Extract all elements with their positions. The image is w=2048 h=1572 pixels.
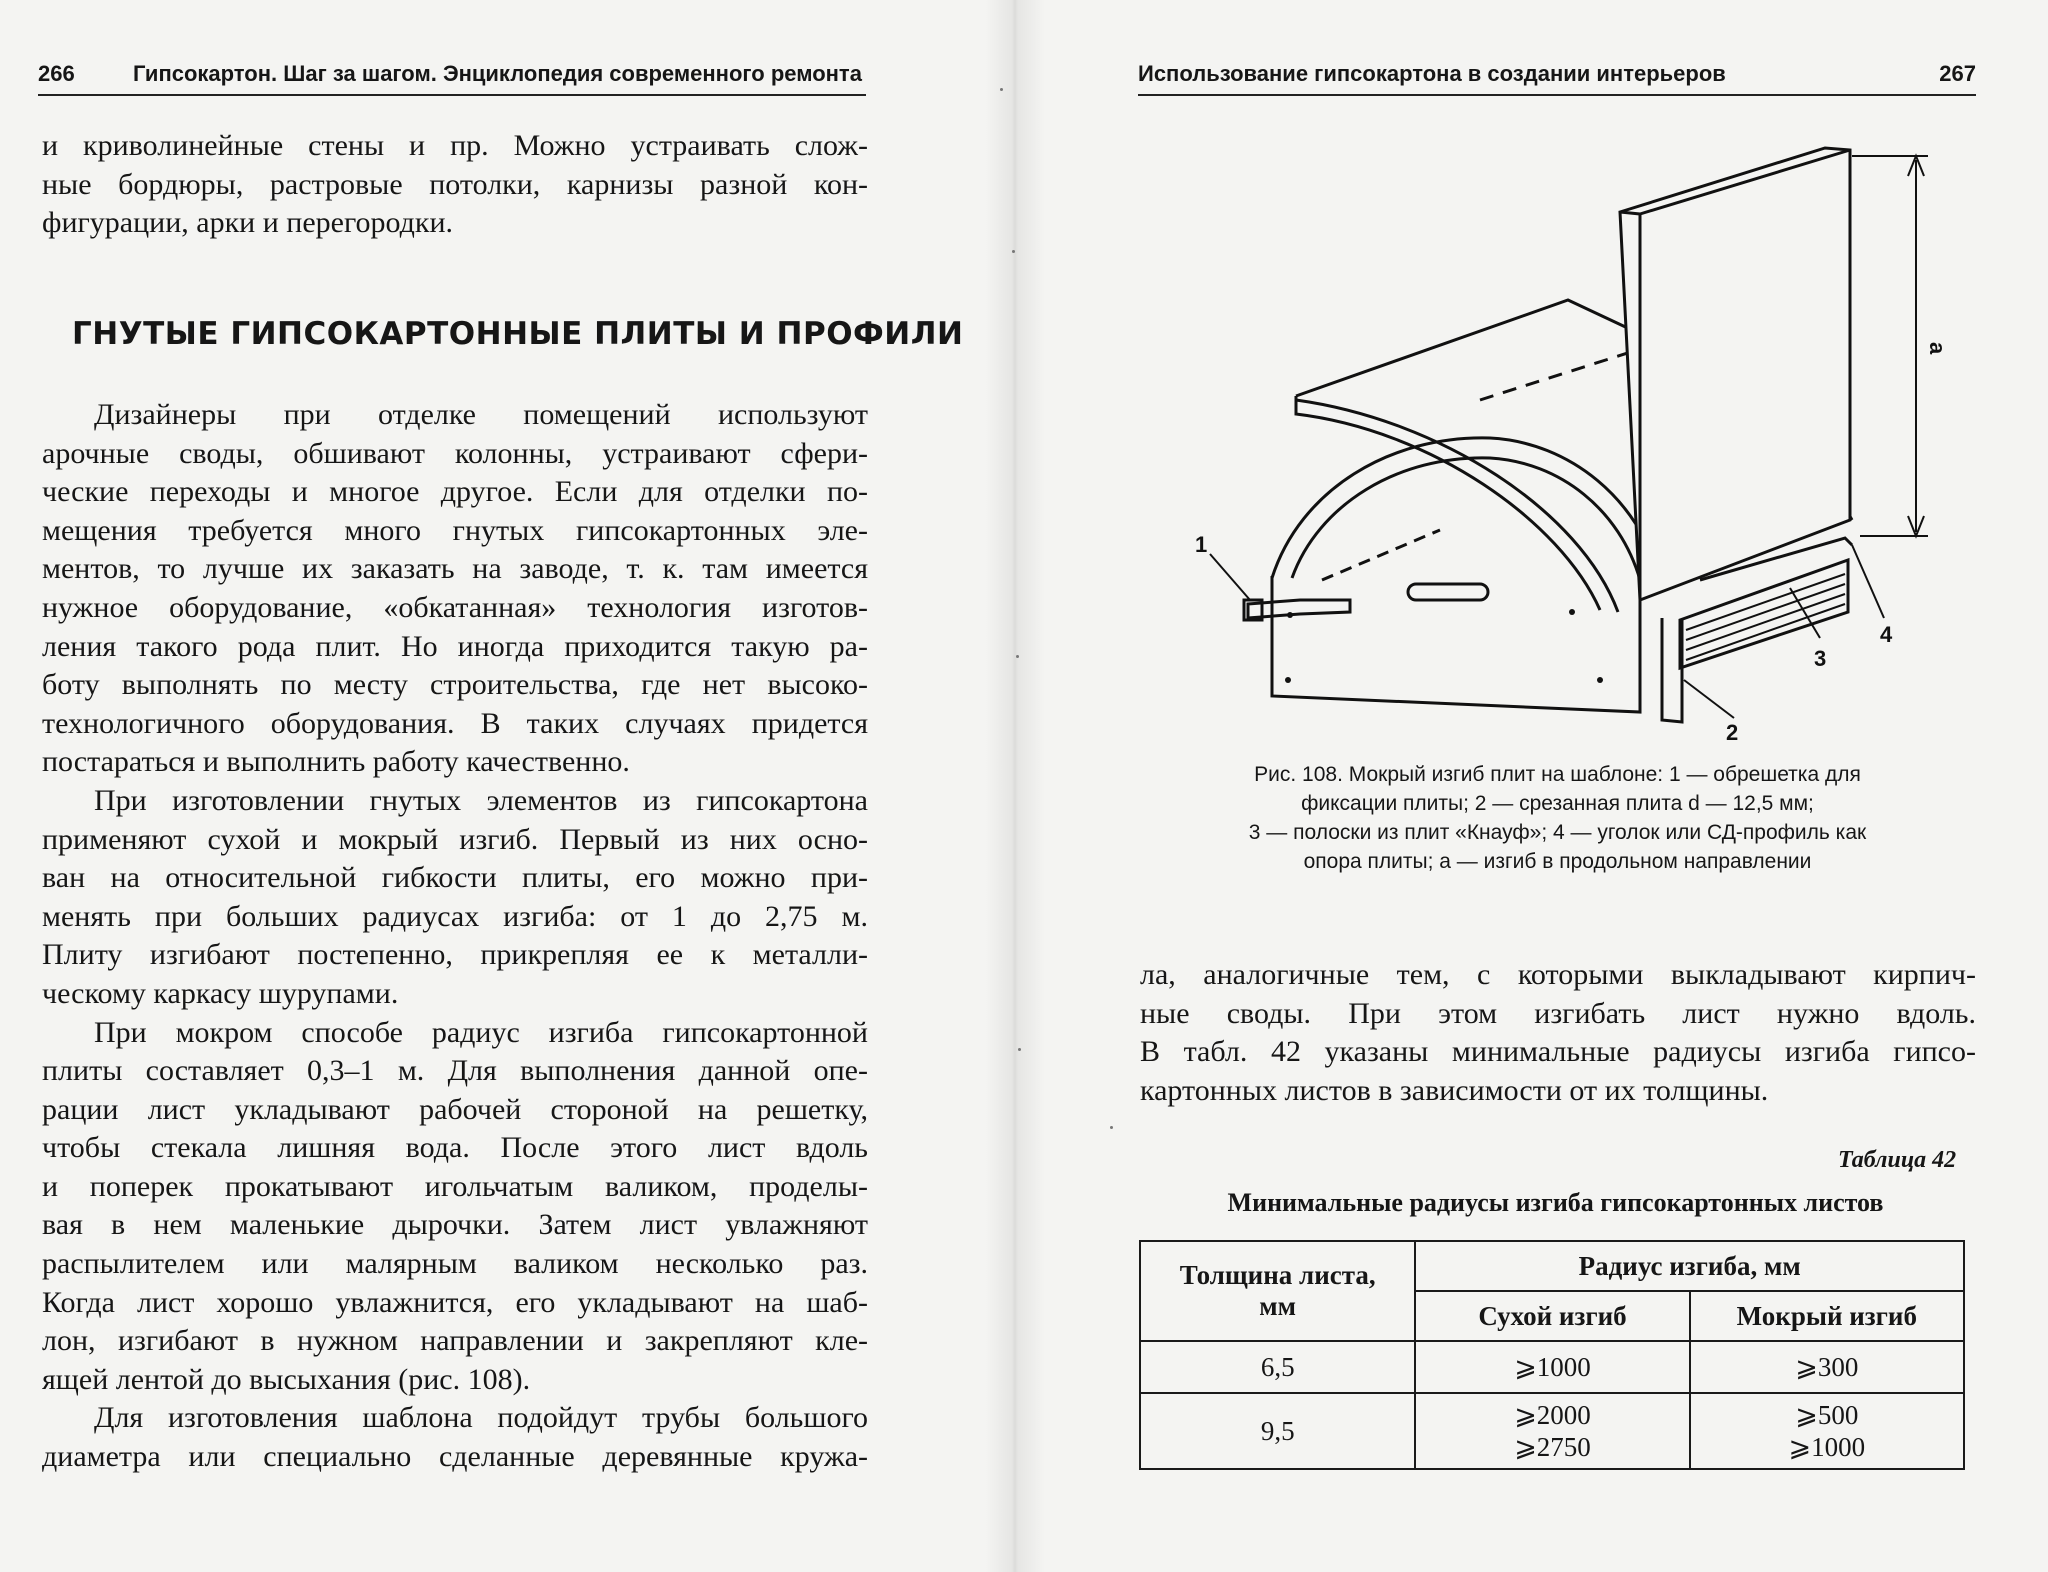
- text-line: чтобы стекала лишняя вода. После этого лист вдоль: [42, 1131, 868, 1165]
- cell-thickness: 6,5: [1140, 1341, 1415, 1393]
- paragraph: [42, 1014, 868, 1400]
- paragraph: [42, 396, 868, 782]
- paragraph: [42, 1399, 868, 1476]
- right-running-header: [1138, 58, 1976, 96]
- cell-wet: [1690, 1393, 1964, 1469]
- text-line: боту выполнять по месту строительства, где нет высоко-: [42, 668, 868, 702]
- text-line: ящей лентой до высыхания (рис. 108).: [42, 1362, 531, 1396]
- text-line: ные своды. При этом изгибать лист нужно вдоль.: [1140, 996, 1976, 1030]
- section-title: ГНУТЫЕ ГИПСОКАРТОННЫЕ ПЛИТЫ И ПРОФИЛИ: [72, 316, 964, 352]
- text-line: Дизайнеры при отделке помещений используют: [94, 398, 868, 431]
- paragraph: [42, 782, 868, 1014]
- dashed-line: [1322, 530, 1440, 580]
- intro-paragraph: [42, 127, 868, 243]
- figure-label-3: 3: [1814, 646, 1827, 671]
- text-line: фигурации, арки и перегородки.: [42, 206, 454, 240]
- header-thickness: [1140, 1241, 1415, 1341]
- caption-line: опора плиты; а — изгиб в продольном направлении: [1303, 850, 1812, 873]
- cell-thickness: 9,5: [1140, 1393, 1415, 1469]
- text-line: рации лист укладывают рабочей стороной на решетку,: [42, 1092, 868, 1126]
- left-body: [42, 396, 868, 1477]
- text-line: менять при больших радиусах изгиба: от 1 до 2,75 м.: [42, 899, 868, 933]
- text-line: ные бордюры, растровые потолки, карнизы разной кон-: [42, 167, 868, 201]
- header-radius: Радиус изгиба, мм: [1415, 1241, 1964, 1291]
- text-line: вая в нем маленькие дырочки. Затем лист увлажняют: [42, 1208, 868, 1242]
- figure-caption: [1140, 760, 1975, 876]
- cell-wet-value: ⩾1000: [1788, 1432, 1866, 1462]
- table-number: Таблица 42: [1838, 1147, 1957, 1173]
- figure-label-1: 1: [1195, 532, 1208, 557]
- leader-line-1: [1210, 554, 1250, 600]
- text-line: и криволинейные стены и пр. Можно устраивать слож-: [42, 129, 868, 162]
- cell-dry-value: ⩾2000: [1514, 1400, 1591, 1430]
- text-line: ления такого рода плит. Но иногда приходится такую ра-: [42, 629, 868, 663]
- right-page-number: 267: [1939, 61, 1976, 86]
- text-line: ческие переходы и многое другое. Если для отделки по-: [42, 475, 868, 509]
- text-line: и поперек прокатывают игольчатым валиком, проделы-: [42, 1169, 868, 1203]
- table-row: [1140, 1341, 1964, 1393]
- text-line: лон, изгибают в нужном направлении и закрепляют кле-: [42, 1324, 868, 1358]
- text-line: картонных листов в зависимости от их толщины.: [1140, 1073, 1769, 1107]
- header-thickness-unit: мм: [1259, 1291, 1297, 1321]
- text-line: арочные своды, обшивают колонны, устраивают сфери-: [42, 436, 868, 470]
- vertical-sheet: [1620, 148, 1850, 600]
- figure-label-a: а: [1925, 342, 1950, 355]
- cell-dry: [1415, 1393, 1689, 1469]
- table-row: [1140, 1393, 1964, 1469]
- text-line: постараться и выполнить работу качественно.: [42, 745, 630, 779]
- text-line: ла, аналогичные тем, с которыми выкладывают кирпич-: [1140, 958, 1976, 991]
- text-line: ментов, то лучше их заказать на заводе, т. к. там имеется: [42, 552, 868, 586]
- caption-line: Рис. 108. Мокрый изгиб плит на шаблоне: 1 — обрешетка для: [1254, 763, 1861, 786]
- header-wet-bend: Мокрый изгиб: [1690, 1291, 1964, 1341]
- caption-line: фиксации плиты; 2 — срезанная плита d — 12,5 мм;: [1301, 792, 1814, 815]
- template-arch-inner: [1292, 458, 1640, 580]
- text-line: При изготовлении гнутых элементов из гипсокартона: [94, 783, 868, 817]
- text-line: плиты составляет 0,3–1 м. Для выполнения данной опе-: [42, 1054, 868, 1088]
- figure-108-wet-bending-diagram: [1190, 140, 1950, 740]
- scan-speck: [1000, 88, 1003, 91]
- right-running-title: Использование гипсокартона в создании интерьеров: [1138, 61, 1726, 86]
- left-page: [0, 0, 1010, 1572]
- scan-speck: [1016, 655, 1019, 658]
- text-line: технологичного оборудования. В таких случаях придется: [42, 706, 868, 740]
- text-line: Для изготовления шаблона подойдут трубы большого: [94, 1401, 868, 1435]
- scan-speck: [1110, 1126, 1113, 1129]
- text-line: нужное оборудование, «обкатанная» технология изготов-: [42, 590, 868, 624]
- scan-speck: [1012, 250, 1015, 253]
- text-line: мещения требуется много гнутых гипсокартонных эле-: [42, 513, 868, 547]
- leader-line-4: [1852, 545, 1884, 618]
- bent-sheet-front-edge: [1296, 396, 1600, 610]
- scan-speck: [1018, 1048, 1021, 1051]
- screw-dot: [1569, 609, 1575, 615]
- cell-dry-value: ⩾2750: [1514, 1432, 1591, 1462]
- text-line: применяют сухой и мокрый изгиб. Первый из них осно-: [42, 822, 868, 856]
- bend-radius-table: [1139, 1240, 1965, 1470]
- text-line: В табл. 42 указаны минимальные радиусы изгиба гипсо-: [1140, 1035, 1976, 1069]
- cell-wet-value: ⩾500: [1795, 1400, 1859, 1430]
- right-body: [1140, 956, 1976, 1110]
- caption-line: 3 — полоски из плит «Кнауф»; 4 — уголок или СД-профиль как: [1248, 821, 1867, 844]
- template-base: [1272, 576, 1640, 712]
- dimension-line-a: [1852, 156, 1928, 536]
- text-line: распылителем или малярным валиком несколько раз.: [42, 1247, 868, 1281]
- screw-dot: [1285, 677, 1291, 683]
- text-line: При мокром способе радиус изгиба гипсокартонной: [94, 1015, 868, 1049]
- left-page-number: 266: [38, 61, 75, 86]
- screw-dot: [1597, 677, 1603, 683]
- text-line: Плиту изгибают постепенно, прикрепляя ее к металли-: [42, 938, 868, 972]
- text-line: диаметра или специально сделанные деревянные кружа-: [42, 1440, 868, 1474]
- header-dry-bend: Сухой изгиб: [1415, 1291, 1689, 1341]
- text-line: ван на относительной гибкости плиты, его можно при-: [42, 861, 868, 895]
- text-line: ческому каркасу шурупами.: [42, 976, 399, 1010]
- leader-line-2: [1684, 680, 1734, 718]
- left-running-title: Гипсокартон. Шаг за шагом. Энциклопедия современного ремонта: [133, 61, 862, 86]
- figure-label-2: 2: [1726, 720, 1739, 740]
- cell-dry: ⩾1000: [1415, 1341, 1689, 1393]
- table-title: Минимальные радиусы изгиба гипсокартонных листов: [1227, 1188, 1884, 1217]
- figure-label-4: 4: [1880, 622, 1893, 647]
- cell-wet: ⩾300: [1690, 1341, 1964, 1393]
- text-line: Когда лист хорошо увлажнится, его укладывают на шаб-: [42, 1285, 868, 1319]
- template-slot: [1408, 584, 1488, 600]
- left-running-header: [38, 58, 866, 96]
- header-thickness-line: Толщина листа,: [1179, 1260, 1376, 1290]
